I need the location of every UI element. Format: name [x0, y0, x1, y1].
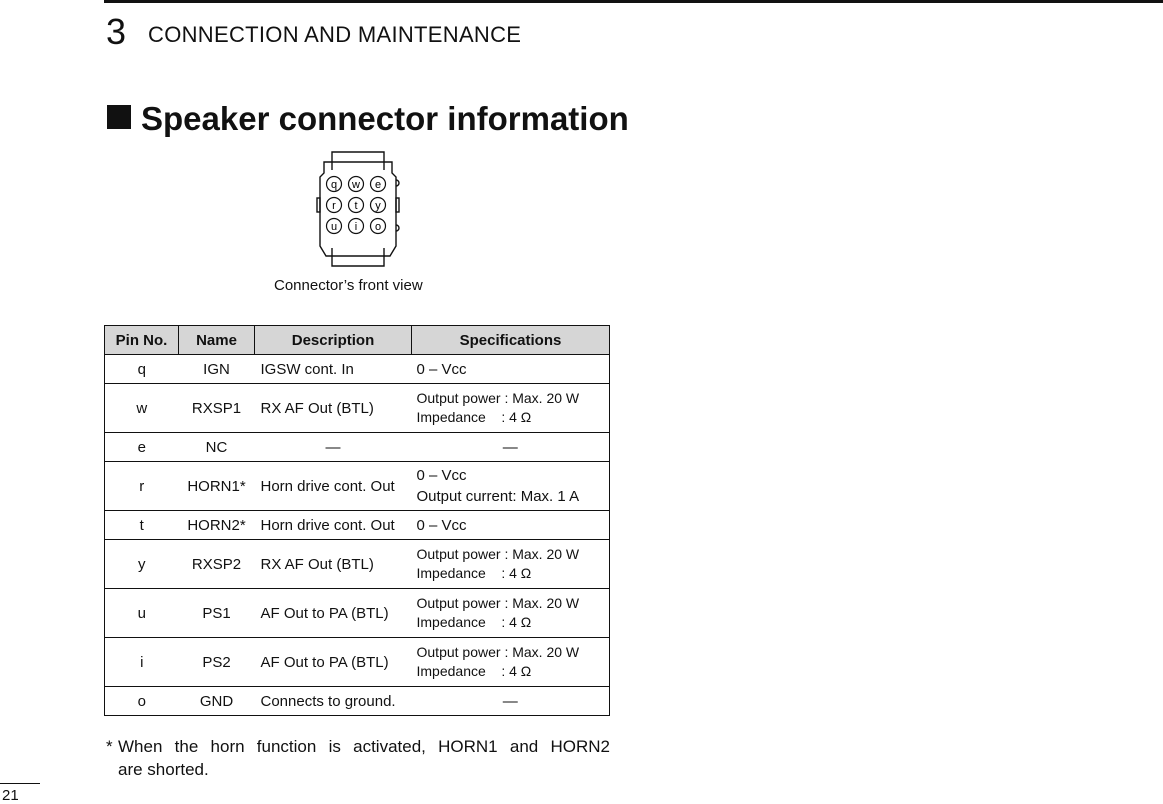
footnote-marker: * — [106, 737, 113, 756]
pin-specification-cell — [412, 638, 610, 687]
pin-name-cell: PS2 — [179, 638, 255, 687]
footnote — [106, 735, 610, 781]
specification-line: Output power : Max. 20 W — [416, 390, 580, 406]
section-bullet-icon — [107, 105, 131, 129]
pin-specification-cell — [412, 433, 610, 462]
specification-line: Impedance : 4 Ω — [416, 409, 532, 425]
connector-pin-1 — [327, 177, 342, 192]
svg-text:u: u — [330, 221, 338, 233]
pin-number-cell: t — [105, 511, 179, 540]
connector-pin-7 — [327, 219, 342, 234]
connector-top-latch — [332, 152, 384, 162]
figure-caption: Connector’s front view — [274, 277, 423, 294]
footnote-line-1: When the horn function is activated, HORN1 and HORN2 — [118, 737, 610, 756]
specification-line: Impedance : 4 Ω — [416, 614, 532, 630]
pin-description-cell: IGSW cont. In — [255, 355, 412, 384]
pin-description-cell: AF Out to PA (BTL) — [255, 589, 412, 638]
specification-line: — — [502, 438, 518, 456]
table-header-row — [105, 326, 610, 355]
pin-name-cell: HORN1* — [179, 462, 255, 511]
specification-line: 0 – Vcc — [416, 516, 467, 534]
table-row — [105, 638, 610, 687]
pin-specification-cell — [412, 462, 610, 511]
pin-description-cell: RX AF Out (BTL) — [255, 384, 412, 433]
pin-description-cell: RX AF Out (BTL) — [255, 540, 412, 589]
chapter-number: 3 — [106, 11, 127, 52]
pin-number-cell: u — [105, 589, 179, 638]
pin-specification-cell — [412, 589, 610, 638]
pin-name-cell: IGN — [179, 355, 255, 384]
svg-text:y: y — [375, 200, 381, 212]
pin-number-cell: e — [105, 433, 179, 462]
pin-description-cell: — — [255, 433, 412, 462]
specification-line: Impedance : 4 Ω — [416, 565, 532, 581]
table-row — [105, 687, 610, 716]
specification-line: — — [502, 692, 518, 710]
pin-name-cell: HORN2* — [179, 511, 255, 540]
pin-number-cell: y — [105, 540, 179, 589]
table-row — [105, 384, 610, 433]
table-row — [105, 511, 610, 540]
connector-pin-2 — [349, 177, 364, 192]
pin-description-cell: AF Out to PA (BTL) — [255, 638, 412, 687]
specification-line: 0 – Vcc — [416, 467, 467, 484]
speaker-pin-table — [104, 325, 610, 716]
specification-line: Impedance : 4 Ω — [416, 663, 532, 679]
connector-front-view-diagram — [310, 148, 406, 270]
page-number: 21 — [2, 787, 19, 804]
pin-description-cell: Horn drive cont. Out — [255, 511, 412, 540]
pin-specification-cell — [412, 384, 610, 433]
connector-pin-6 — [371, 198, 386, 213]
table-row — [105, 540, 610, 589]
table-row — [105, 462, 610, 511]
pin-number-cell: i — [105, 638, 179, 687]
svg-text:t: t — [354, 200, 358, 212]
connector-left-key — [317, 198, 320, 212]
pin-name-cell: PS1 — [179, 589, 255, 638]
page-number-rule — [0, 783, 40, 784]
specification-line: Output power : Max. 20 W — [416, 595, 580, 611]
connector-pin-5 — [349, 198, 364, 213]
svg-text:r: r — [332, 200, 336, 212]
pin-number-cell: q — [105, 355, 179, 384]
section-title-text: Speaker connector information — [141, 100, 629, 137]
specification-line: Output current: Max. 1 A — [416, 488, 580, 505]
section-title — [107, 100, 629, 138]
svg-text:i: i — [354, 221, 358, 233]
table-row — [105, 433, 610, 462]
chapter-title: CONNECTION AND MAINTENANCE — [148, 22, 522, 47]
header-name: Name — [179, 326, 255, 355]
specification-line: Output power : Max. 20 W — [416, 546, 580, 562]
specification-line: 0 – Vcc — [416, 360, 467, 378]
pin-name-cell: GND — [179, 687, 255, 716]
svg-text:o: o — [374, 221, 382, 233]
pin-specification-cell — [412, 511, 610, 540]
pin-name-cell: NC — [179, 433, 255, 462]
header-specifications: Specifications — [412, 326, 610, 355]
connector-pin-8 — [349, 219, 364, 234]
svg-text:w: w — [352, 179, 360, 191]
header-pin-no: Pin No. — [105, 326, 179, 355]
pin-number-cell: w — [105, 384, 179, 433]
connector-bottom-latch — [332, 256, 384, 266]
table-row — [105, 355, 610, 384]
svg-text:q: q — [330, 179, 338, 191]
pin-number-cell: r — [105, 462, 179, 511]
svg-text:e: e — [374, 179, 382, 191]
pin-specification-cell — [412, 687, 610, 716]
pin-name-cell: RXSP1 — [179, 384, 255, 433]
table-row — [105, 589, 610, 638]
connector-pin-9 — [371, 219, 386, 234]
connector-pin-4 — [327, 198, 342, 213]
pin-specification-cell — [412, 355, 610, 384]
pin-description-cell: Horn drive cont. Out — [255, 462, 412, 511]
pin-description-cell: Connects to ground. — [255, 687, 412, 716]
specification-line: Output power : Max. 20 W — [416, 644, 580, 660]
connector-pin-3 — [371, 177, 386, 192]
footnote-line-2: are shorted. — [118, 760, 209, 779]
pin-name-cell: RXSP2 — [179, 540, 255, 589]
connector-right-key — [396, 198, 399, 212]
header-description: Description — [255, 326, 412, 355]
pin-specification-cell — [412, 540, 610, 589]
pin-number-cell: o — [105, 687, 179, 716]
top-rule — [104, 0, 1163, 3]
